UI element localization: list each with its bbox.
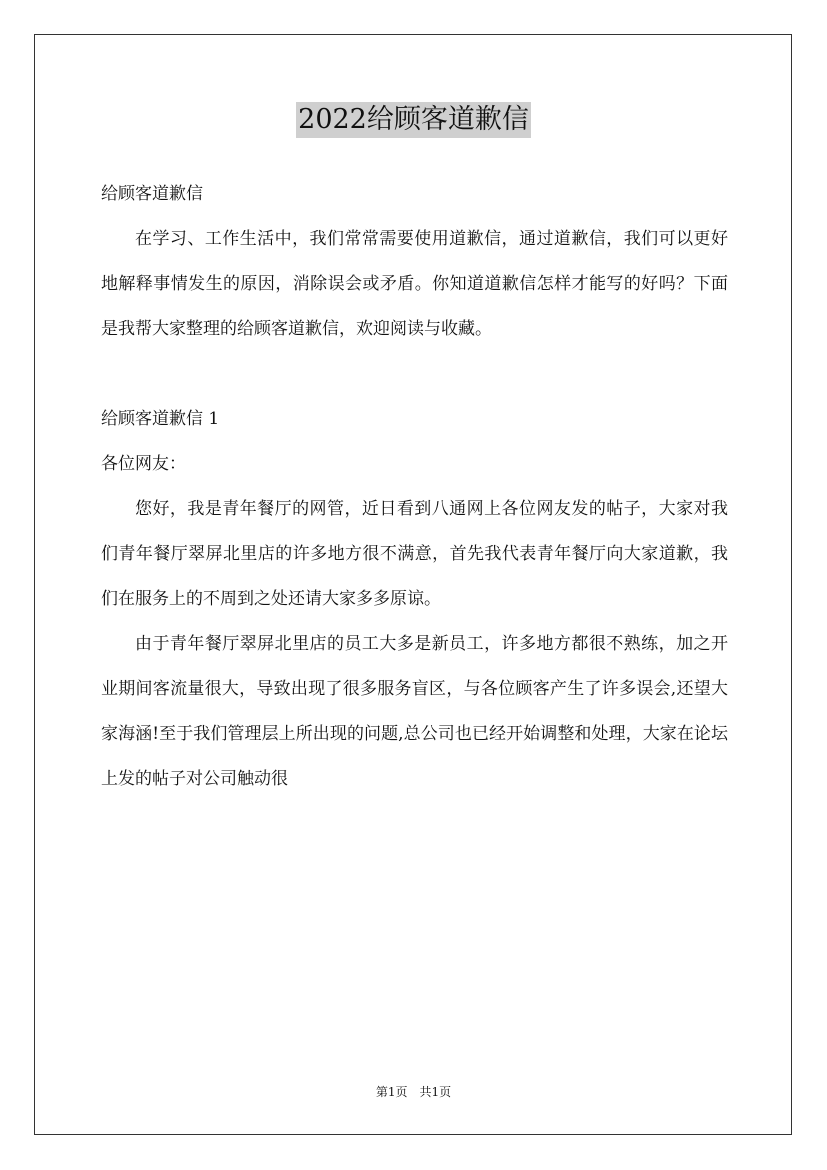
spacer xyxy=(101,352,728,397)
salutation: 各位网友： xyxy=(101,454,186,474)
section-title: 给顾客道歉信 1 xyxy=(101,409,220,429)
subtitle: 给顾客道歉信 xyxy=(101,184,203,204)
document-title: 2022给顾客道歉信 xyxy=(296,102,531,138)
body-paragraph-1: 您好，我是青年餐厅的网管，近日看到八通网上各位网友发的帖子，大家对我们青年餐厅翠屏北里店的许多地方很不满意，首先我代表青年餐厅向大家道歉，我们在服务上的不周到之处还请大家多多原谅。 xyxy=(101,499,728,609)
intro-paragraph: 在学习、工作生活中，我们常常需要使用道歉信，通过道歉信，我们可以更好地解释事情发生的原因，消除误会或矛盾。你知道道歉信怎样才能写的好吗？下面是我帮大家整理的给顾客道歉信，欢迎阅读与收藏。 xyxy=(101,229,728,339)
page-footer: 第1页 共1页 xyxy=(375,1085,452,1099)
document-body xyxy=(101,172,728,802)
title-container xyxy=(0,102,827,138)
body-paragraph-2: 由于青年餐厅翠屏北里店的员工大多是新员工，许多地方都很不熟练，加之开业期间客流量很大，导致出现了很多服务盲区，与各位顾客产生了许多误会,还望大家海涵!至于我们管理层上所出现的问题,总公司也已经开始调整和处理，大家在论坛上发的帖子对公司触动很 xyxy=(101,634,728,789)
